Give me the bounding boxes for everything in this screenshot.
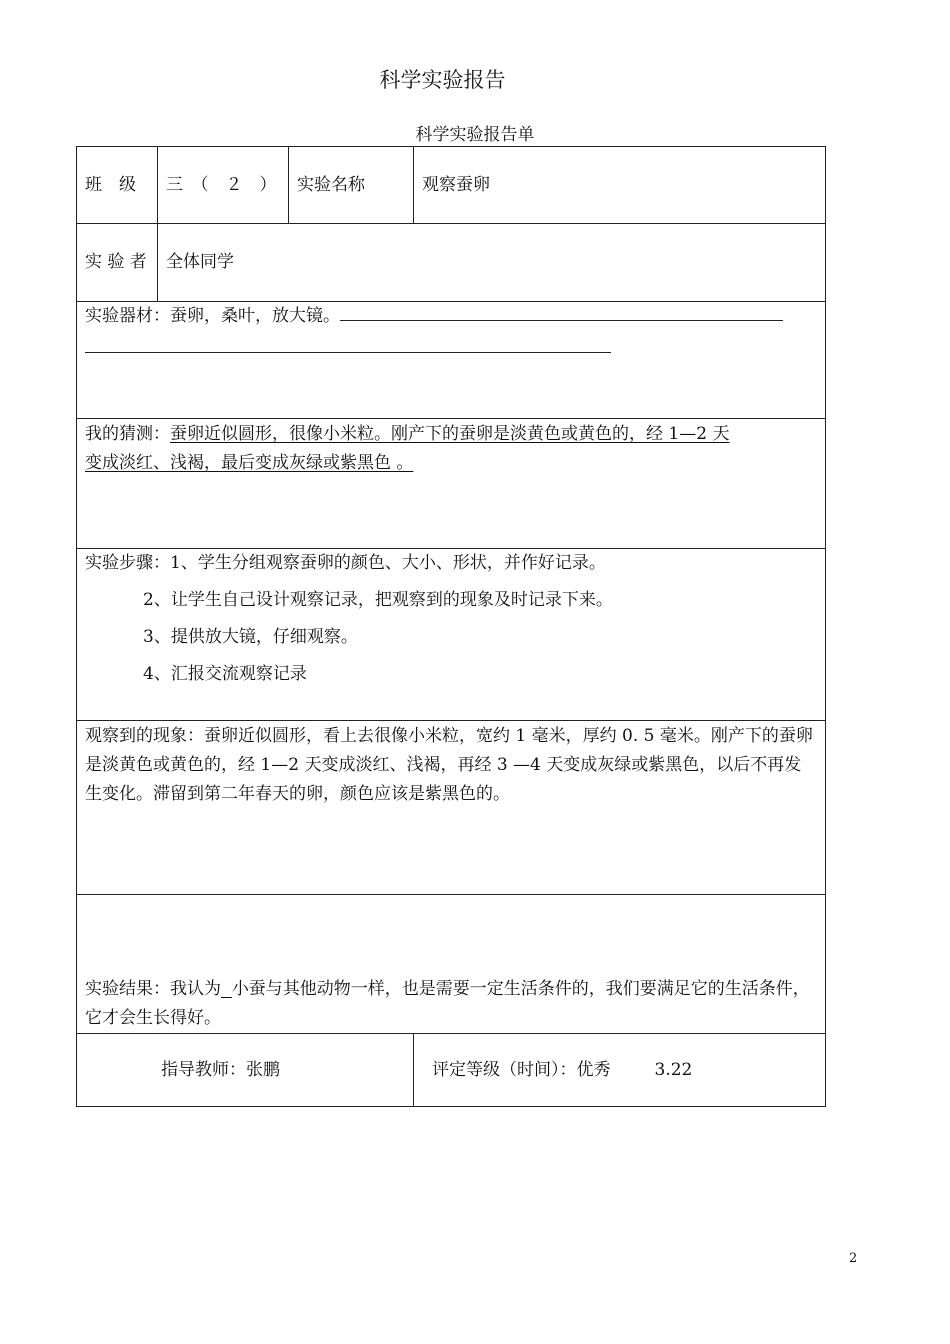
observation-cell	[77, 721, 826, 895]
experiment-name-label-cell	[289, 147, 414, 224]
result-label: 实验结果：我认为	[85, 979, 221, 999]
grade-cell	[414, 1034, 826, 1107]
experimenter-row	[77, 224, 826, 302]
step-item: 1、学生分组观察蚕卵的颜色、大小、形状，并作好记录。	[170, 553, 606, 573]
class-value-cell	[158, 147, 289, 224]
experiment-name-value: 观察蚕卵	[422, 174, 490, 195]
grade-date: 3.22	[654, 1059, 693, 1080]
class-label-cell	[77, 147, 158, 224]
experimenter-label-cell	[77, 224, 158, 302]
page-number: 2	[849, 1251, 858, 1266]
materials-row	[77, 302, 826, 419]
form-title: 科学实验报告单	[415, 125, 535, 145]
result-text: 小蚕与其他动物一样，也是需要一定生活条件的，我们要满足它的生活条件，它才会生长得好。	[85, 979, 810, 1028]
steps-row	[77, 549, 826, 721]
experimenter-value: 全体同学	[166, 252, 234, 272]
guess-row	[77, 419, 826, 549]
result-row	[77, 895, 826, 1034]
guess-cell	[77, 419, 826, 549]
step-item: 4、汇报交流观察记录	[143, 664, 307, 684]
grade-text: 评定等级（时间）：优秀	[432, 1059, 611, 1080]
class-value: 三 （ ２ ）	[166, 174, 277, 195]
experiment-name-value-cell	[414, 147, 826, 224]
observation-row	[77, 721, 826, 895]
materials-fill-line	[340, 305, 783, 321]
steps-label: 实验步骤：	[85, 553, 170, 573]
teacher-text: 指导教师：张鹏	[161, 1059, 280, 1080]
guess-line-2: 变成淡红、浅褐，最后变成灰绿或紫黑色 。	[85, 453, 414, 473]
steps-cell	[77, 549, 826, 721]
guess-label: 我的猜测：	[85, 424, 170, 444]
observation-text: 观察到的现象：蚕卵近似圆形，看上去很像小米粒，宽约 1 毫米，厚约 0. 5 毫米。刚产下的蚕卵是淡黄色或黄色的，经 1—2 天变成淡红、浅褐，再经 3 —4 天变成灰绿或紫黑色，以后不再发生变化。滞留到第二年春天的卵，颜色应该是紫黑色的。	[85, 726, 813, 804]
teacher-cell	[77, 1034, 414, 1107]
result-cell	[77, 895, 826, 1034]
report-table	[76, 146, 826, 1107]
class-label: 班 级	[85, 174, 136, 195]
materials-value: 蚕卵，桑叶，放大镜。	[170, 306, 340, 326]
footer-row	[77, 1034, 826, 1107]
materials-fill-line-2	[85, 337, 611, 353]
experiment-name-label: 实验名称	[297, 174, 365, 195]
materials-cell	[77, 302, 826, 419]
document-title: 科学实验报告	[379, 68, 506, 92]
experimenter-value-cell	[158, 224, 826, 302]
step-item: 2、让学生自己设计观察记录，把观察到的现象及时记录下来。	[143, 590, 613, 610]
materials-label: 实验器材：	[85, 306, 170, 326]
step-item: 3、提供放大镜，仔细观察。	[143, 627, 358, 647]
class-row	[77, 147, 826, 224]
guess-line-1: 蚕卵近似圆形，很像小米粒。刚产下的蚕卵是淡黄色或黄色的，经 1—2 天	[170, 424, 730, 444]
experimenter-label: 实 验 者	[85, 252, 147, 272]
result-blank	[221, 979, 232, 999]
